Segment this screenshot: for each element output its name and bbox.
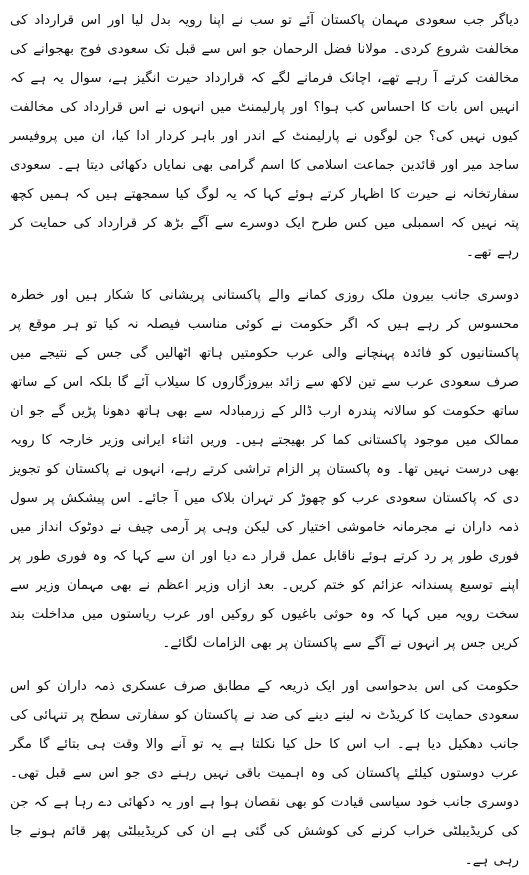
article-paragraph-3: حکومت کی اس بدحواسی اور ایک ذریعہ کے مطابق صرف عسکری ذمہ داران کو اس سعودی حمایت کا کریڈٹ نہ لینے دینے کی ضد نے پاکستان کو سفارتی سطح پر تنہائی کی جانب دھکیل دیا ہے۔ اب اس کا حل کیا نکلتا ہے یہ تو آنے والا وقت ہی بتائے گا مگر عرب دوستوں کیلئے پاکستان کی وہ اہمیت باقی نہیں رہنے دی جو اس سے قبل تھی۔ دوسری جانب خود سیاسی قیادت کو بھی نقصان ہوا ہے اور یہ دکھائی دے رہا ہے کہ جن کی کریڈیبلٹی خراب کرنے کی کوشش کی گئی ہے ان کی کریڈیبلٹی پھر قائم ہونے جا رہی ہے۔ <box>10 679 519 868</box>
article-paragraph-1: دیاگر جب سعودی مہمان پاکستان آئے تو سب نے اپنا رویہ بدل لیا اور اس قرارداد کی مخالفت شروع کردی۔ مولانا فضل الرحمان جو اس سے قبل تک سعودی فوج بھجوانے کی مخالفت کرتے آ رہے تھے، اچانک فرمانے لگے کہ قرارداد حیرت انگیز ہے، سوال یہ ہے کہ انہیں اس بات کا احساس کب ہوا؟ اور پارلیمنٹ میں انہوں نے اس قرارداد کی مخالفت کیوں نہیں کی؟ جن لوگوں نے پارلیمنٹ کے اندر اور باہر کردار ادا کیا، ان میں پروفیسر ساجد میر اور قائدین جماعت اسلامی کا اسم گرامی بھی نمایاں دکھائی دیتا ہے۔ سعودی سفارتخانہ نے حیرت کا اظہار کرتے ہوئے کہا کہ یہ لوگ کیا سمجھتے ہیں کہ ہمیں کچھ پتہ نہیں کہ اسمبلی میں کس طرح ایک دوسرے سے آگے بڑھ کر قرارداد کی حمایت کر رہے تھے۔ <box>10 13 519 260</box>
article-paragraph-2: دوسری جانب بیرون ملک روزی کمانے والے پاکستانی پریشانی کا شکار ہیں اور خطرہ محسوس کر رہے ہیں کہ اگر حکومت نے کوئی مناسب فیصلہ نہ کیا تو ہر موقع پر پاکستانیوں کو فائدہ پہنچانے والی عرب حکومتیں ہاتھ اٹھالیں گی جس کے نتیجے میں صرف سعودی عرب سے تین لاکھ سے زائد بیروزگاروں کا سیلاب آئے گا بلکہ اس کے ساتھ ساتھ حکومت کو سالانہ پندرہ ارب ڈالر کے زرمبادلہ سے بھی ہاتھ دھونا پڑیں گے جو ان ممالک میں موجود پاکستانی کما کر بھیجتے ہیں۔ وریں اثناء ایرانی وزیر خارجہ کا رویہ بھی درست نہیں تھا۔ وہ پاکستان پر الزام تراشی کرتے رہے، انہوں نے پاکستان کو تجویز دی کہ پاکستان سعودی عرب کو چھوڑ کر تہران بلاک میں آ جائے۔ اس پیشکش پر سول ذمہ داران نے مجرمانہ خاموشی اختیار کی لیکن وہی پر آرمی چیف نے دوٹوک انداز میں فوری طور پر رد کرتے ہوئے ناقابل عمل قرار دے دیا اور ان سے کہا کہ وہ فوری طور پر اپنے توسیع پسندانہ عزائم کو ختم کریں۔ بعد ازاں وزیر اعظم نے بھی مہمان وزیر سے سخت رویہ میں کہا کہ وہ حوثی باغیوں کو روکیں اور عرب ریاستوں میں مداخلت بند کریں جس پر انہوں نے آگے سے پاکستان پر بھی الزامات لگائے۔ <box>10 288 519 651</box>
